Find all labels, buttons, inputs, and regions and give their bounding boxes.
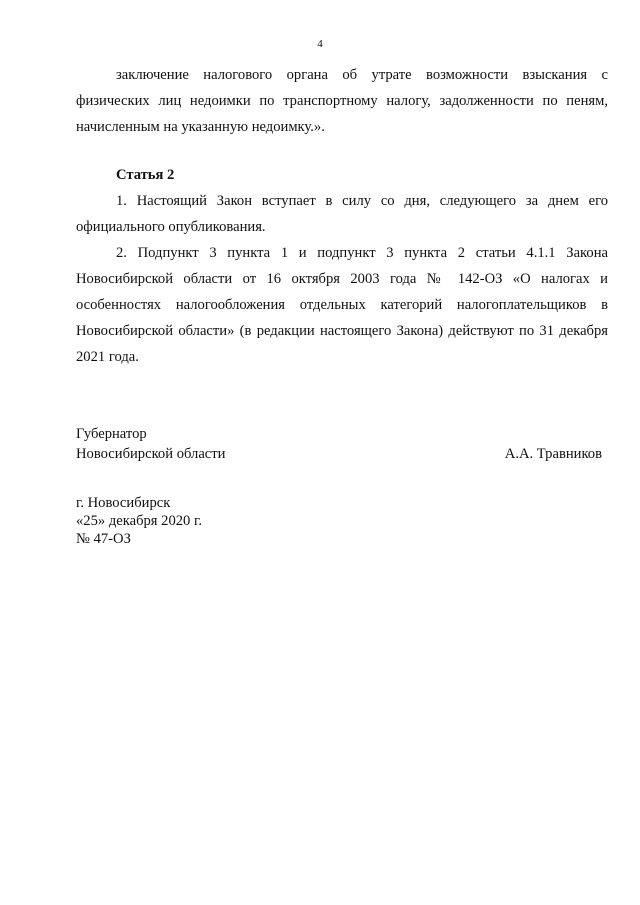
place-date-block xyxy=(76,494,202,548)
intro-text xyxy=(76,62,608,140)
city: г. Новосибирск xyxy=(76,495,171,511)
article-paragraph-2: 2. Подпункт 3 пункта 1 и подпункт 3 пункта 2 статьи 4.1.1 Закона Новосибирской области от 16 октября 2003 года № 142-ОЗ «О налогах и особенностях налогообложения отдельных категорий налогоплательщиков в Новосибирской области» (в редакции настоящего Закона) действуют по 31 декабря 2021 года. xyxy=(76,245,608,365)
date: «25» декабря 2020 г. xyxy=(76,513,202,529)
signer-name: А.А. Травников xyxy=(504,446,602,462)
signer-title-line1: Губернатор xyxy=(76,426,147,442)
intro-paragraph: заключение налогового органа об утрате возможности взыскания с физических лиц недоимки по транспортному налогу, задолженности по пеням, начисленным на указанную недоимку.». xyxy=(76,67,608,135)
article-body xyxy=(76,188,608,370)
article-heading: Статья 2 xyxy=(116,167,175,183)
page-number: 4 xyxy=(317,38,323,50)
law-number: № 47-ОЗ xyxy=(76,531,131,547)
signature-block xyxy=(76,424,602,464)
article-paragraph-1: 1. Настоящий Закон вступает в силу со дня, следующего за днем его официального опубликования. xyxy=(76,193,608,235)
signer-title-line2: Новосибирской области xyxy=(76,446,226,462)
